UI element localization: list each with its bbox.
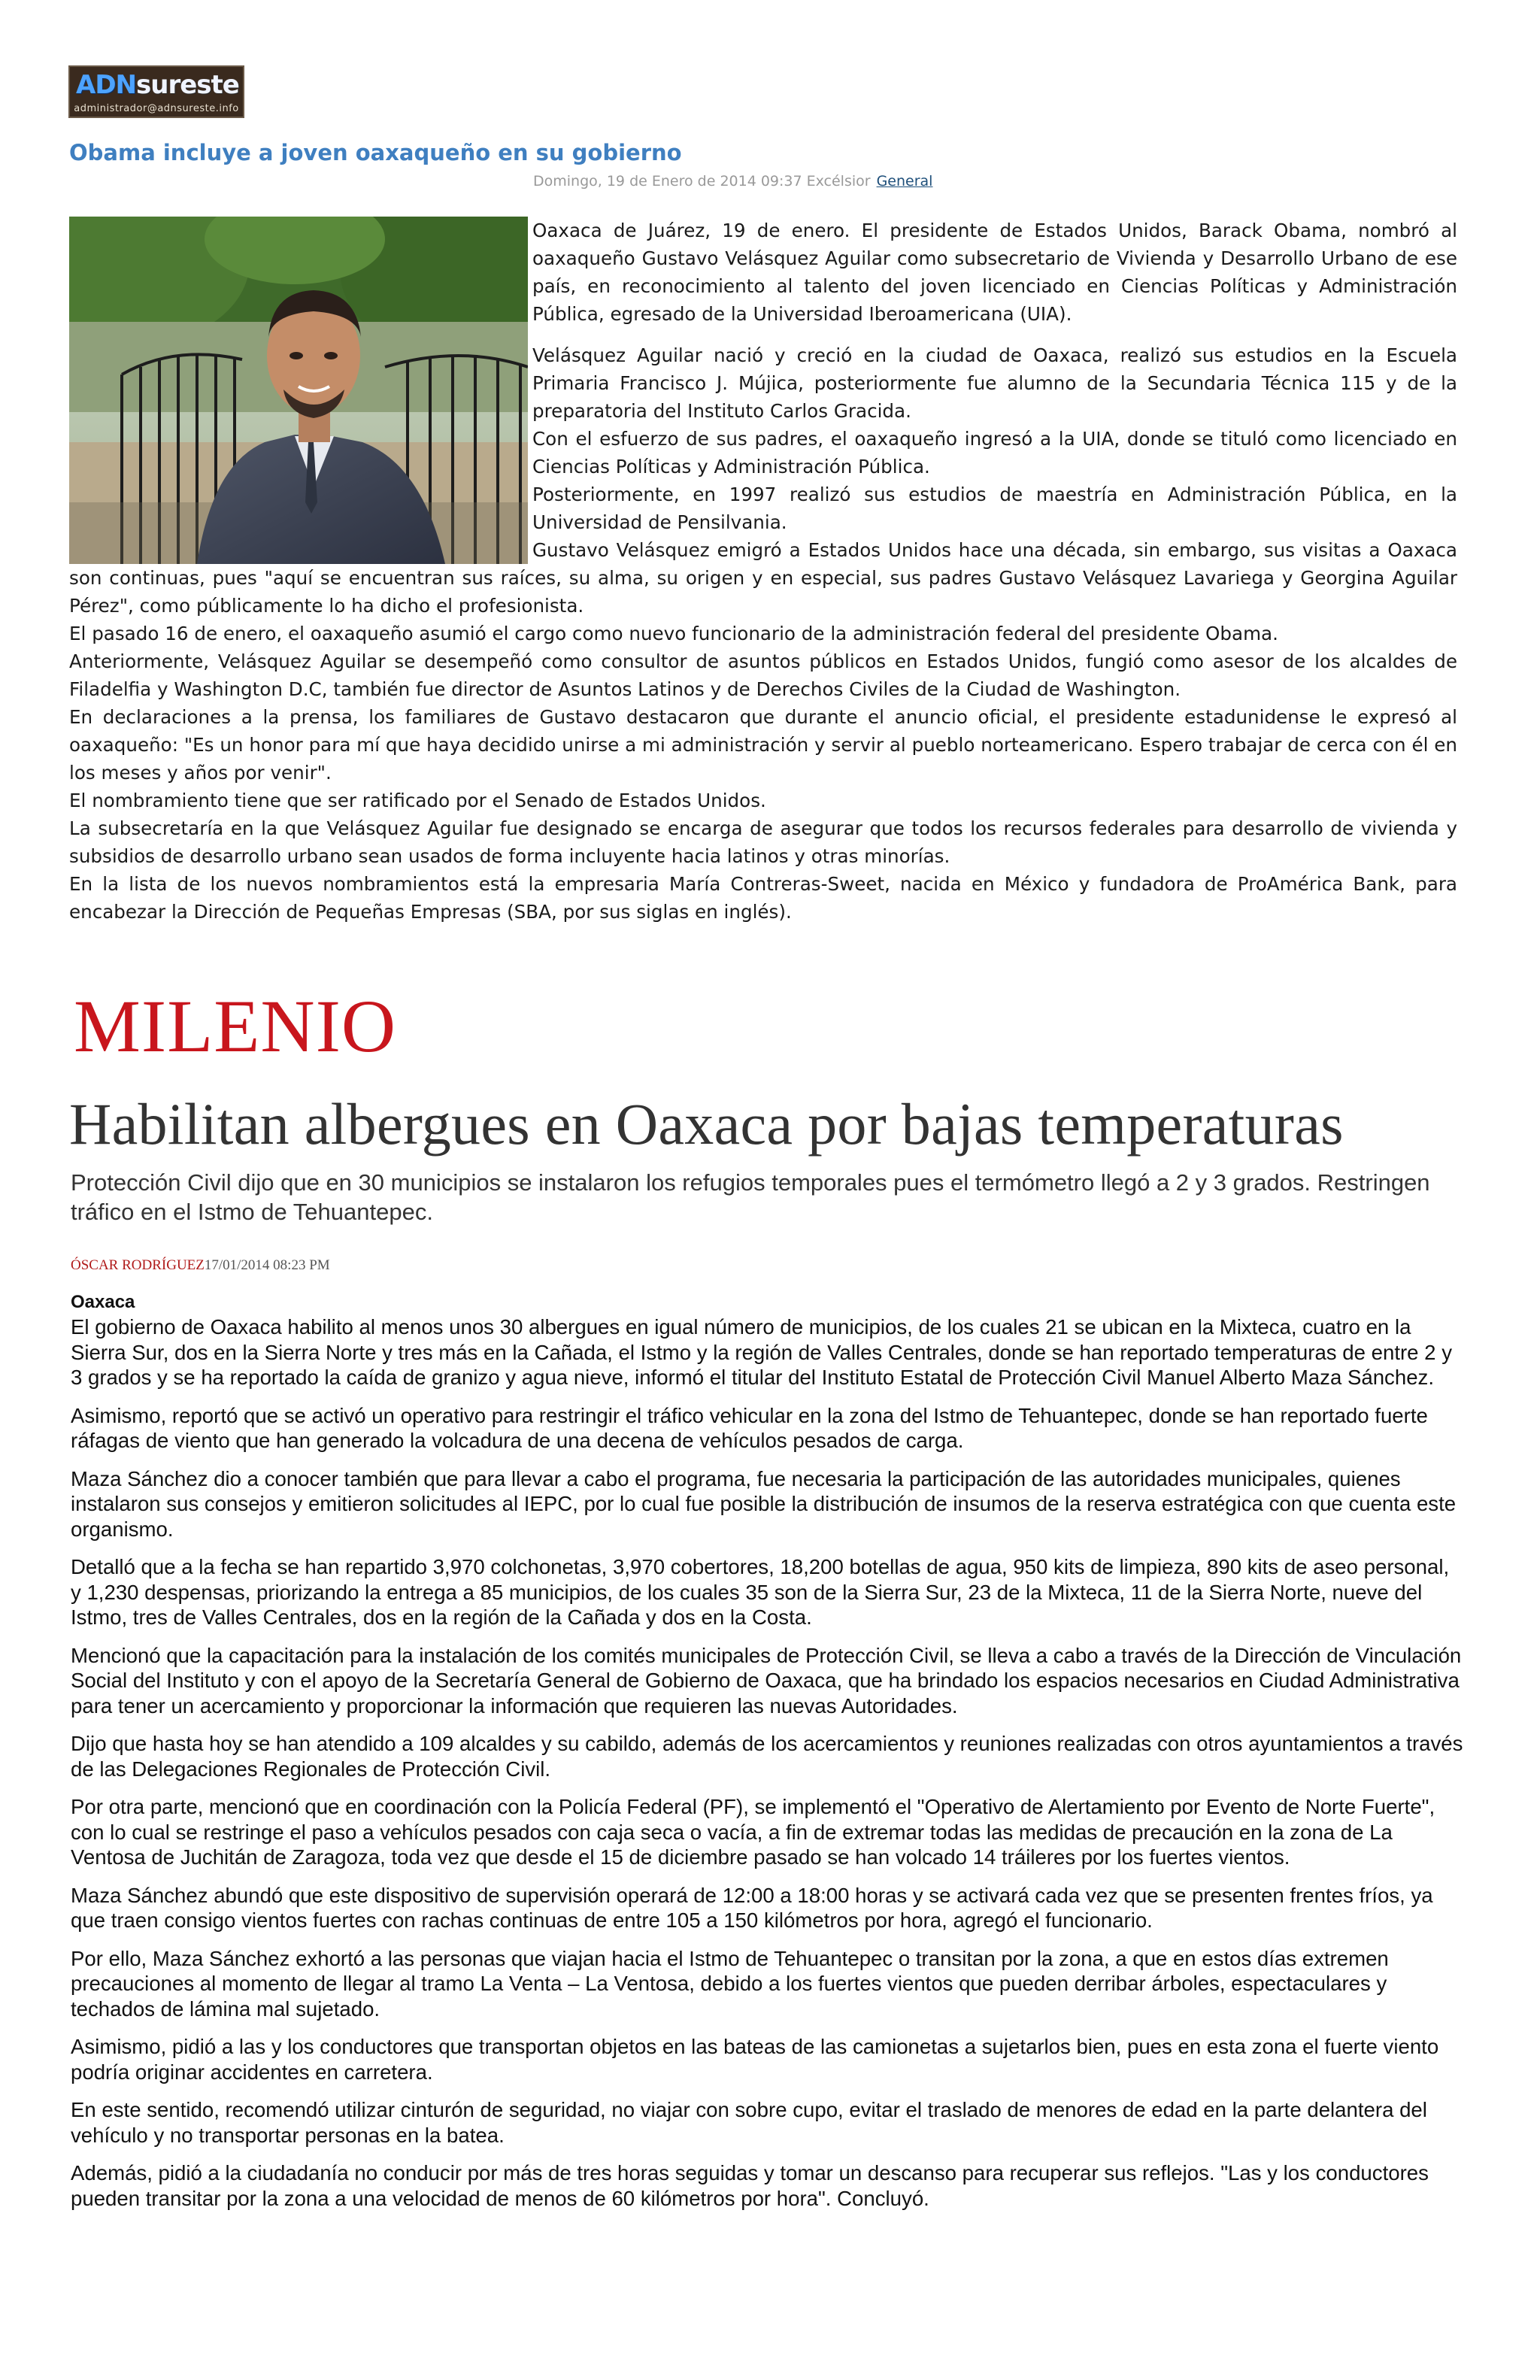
article-paragraph: El pasado 16 de enero, el oaxaqueño asumió el cargo como nuevo funcionario de la administración federal del presidente Obama. [69,623,1278,644]
milenio-logo-text: MILENIO [74,985,397,1068]
milenio-body [71,1292,1463,2224]
article-paragraph: Anteriormente, Velásquez Aguilar se desempeñó como consultor de asuntos públicos en Estados Unidos, fungió como asesor de los alcaldes de Filadelfia y Washington D.C, también fue director de Asuntos Latinos y de Derechos Civiles de la Ciudad de Washington. [69,650,1457,700]
milenio-logo [71,985,432,1068]
article-paragraph: Velásquez Aguilar nació y creció en la ciudad de Oaxaca, realizó sus estudios en la Escuela Primaria Francisco J. Mújica, posteriormente fue alumno de la Secundaria Técnica 115 y de la preparatoria del Instituto Carlos Gracida. [532,344,1457,422]
milenio-paragraph: Asimismo, pidió a las y los conductores que transportan objetos en las bateas de las camionetas a sujetarlos bien, pues en esta zona el fuerte viento podría originar accidentes en carretera. [71,2035,1439,2084]
milenio-paragraph: Maza Sánchez dio a conocer también que para llevar a cabo el programa, fue necesaria la participación de las autoridades municipales, quienes instalaron sus consejos y emitieron solicitudes al IEPC, por lo cual fue posible la distribución de insumos de la reserva estratégica con que cuenta este organismo. [71,1466,1457,1541]
adn-logo-wordmark: ADNsureste [76,70,239,100]
milenio-location: Oaxaca [71,1292,135,1312]
milenio-paragraph: Mencionó que la capacitación para la instalación de los comités municipales de Protección Civil, se lleva a cabo a través de la Dirección de Vinculación Social del Instituto y con el apoyo de la Secretaría General de Gobierno de Oaxaca, que ha brindado los espacios necesarios en Ciudad Administrativa para tener un acercamiento y proporcionar la información que requieren las nuevas Autoridades. [71,1643,1462,1718]
article-title: Obama incluye a joven oaxaqueño en su gobierno [69,140,682,165]
milenio-paragraph: Por ello, Maza Sánchez exhortó a las personas que viajan hacia el Istmo de Tehuantepec o transitan por la zona, a que en estos días extremen precauciones al momento de llegar al tramo La Venta – La Ventosa, debido a los fuertes vientos que pueden derribar árboles, espectaculares y techados de lámina mal sujetado. [71,1946,1389,2021]
milenio-paragraph: Además, pidió a la ciudadanía no conducir por más de tres horas seguidas y tomar un descanso para recuperar sus reflejos. "Las y los conductores pueden transitar por la zona a una velocidad de menos de 60 kilómetros por hora". Concluyó. [71,2161,1429,2210]
article-paragraph: Con el esfuerzo de sus padres, el oaxaqueño ingresó a la UIA, donde se tituló como licenciado en Ciencias Políticas y Administración Pública. [532,428,1457,478]
article-paragraph: En declaraciones a la prensa, los familiares de Gustavo destacaron que durante el anuncio oficial, el presidente estadunidense le expresó al oaxaqueño: "Es un honor para mí que haya decidido unirse a mi administración y servir al pueblo norteamericano. Espero trabajar de cerca con él en los meses y años por venir". [69,706,1457,784]
milenio-author[interactable]: ÓSCAR RODRÍGUEZ [71,1257,205,1273]
article-paragraph: El nombramiento tiene que ser ratificado por el Senado de Estados Unidos. [69,790,766,811]
article-category-link[interactable]: General [876,173,933,189]
article-paragraph: Gustavo Velásquez emigró a Estados Unidos hace una década, sin embargo, sus visitas a Oaxaca son continuas, pues "aquí se encuentran sus raíces, su alma, su origen y en especial, sus padres Gustavo Velásquez Lavariega y Georgina Aguilar Pérez", como públicamente lo ha dicho el profesionista. [69,539,1457,617]
milenio-paragraph: Dijo que hasta hoy se han atendido a 109 alcaldes y su cabildo, además de los acercamientos y reuniones realizadas con otros ayuntamientos a través de las Delegaciones Regionales de Protección Civil. [71,1732,1463,1781]
article-paragraph: La subsecretaría en la que Velásquez Aguilar fue designado se encarga de asegurar que todos los recursos federales para desarrollo de vivienda y subsidios de desarrollo urbano sean usados de forma incluyente hacia latinos y otras minorías. [69,817,1457,867]
milenio-paragraph: Por otra parte, mencionó que en coordinación con la Policía Federal (PF), se implementó el "Operativo de Alertamiento por Evento de Norte Fuerte", con lo cual se restringe el paso a vehículos pesados con caja seca o vacía, a fin de extremar todas las medidas de precaución en la zona de La Ventosa de Juchitán de Zaragoza, toda vez que desde el 15 de diciembre pasado se han volcado 14 tráileres por los fuertes vientos. [71,1795,1435,1869]
adn-sureste-logo [68,65,244,118]
article-body [69,217,1457,926]
article-date-source: Domingo, 19 de Enero de 2014 09:37 Excélsior [533,173,871,189]
article-meta [533,173,932,189]
milenio-paragraph: El gobierno de Oaxaca habilito al menos unos 30 albergues en igual número de municipios, de los cuales 21 se ubican en la Mixteca, cuatro en la Sierra Sur, dos en la Sierra Norte y tres más en la Cañada, el Istmo y la región de Valles Centrales, donde se han reportado temperaturas de entre 2 y 3 grados y se ha reportado la caída de granizo y agua nieve, informó el titular del Instituto Estatal de Protección Civil Manuel Alberto Maza Sánchez. [71,1315,1452,1389]
article-paragraph: Posteriormente, en 1997 realizó sus estudios de maestría en Administración Pública, en la Universidad de Pensilvania. [532,484,1457,533]
milenio-byline [71,1257,330,1274]
milenio-paragraph: En este sentido, recomendó utilizar cinturón de seguridad, no viajar con sobre cupo, evitar el traslado de menores de edad en la parte delantera del vehículo y no transportar personas en la batea. [71,2098,1427,2147]
article-paragraph: En la lista de los nuevos nombramientos está la empresaria María Contreras-Sweet, nacida en México y fundadora de ProAmérica Bank, para encabezar la Dirección de Pequeñas Empresas (SBA, por sus siglas en inglés). [69,873,1457,923]
milenio-headline: Habilitan albergues en Oaxaca por bajas temperaturas [69,1091,1344,1157]
milenio-paragraph: Maza Sánchez abundó que este dispositivo de supervisión operará de 12:00 a 18:00 horas y se activará cada vez que se presenten frentes fríos, ya que traen consigo vientos fuertes con rachas continuas de entre 105 a 150 kilómetros por hora, agregó el funcionario. [71,1883,1433,1932]
milenio-paragraph: Detalló que a la fecha se han repartido 3,970 colchonetas, 3,970 cobertores, 18,200 botellas de agua, 950 kits de limpieza, 890 kits de aseo personal, y 1,230 despensas, priorizando la entrega a 85 municipios, de los cuales 35 son de la Sierra Sur, 23 de la Mixteca, 11 de la Sierra Norte, nueve del Istmo, tres de Valles Centrales, dos en la región de la Cañada y dos en la Costa. [71,1555,1450,1629]
adn-logo-email: administrador@adnsureste.info [74,103,239,114]
article-paragraph: Oaxaca de Juárez, 19 de enero. El presidente de Estados Unidos, Barack Obama, nombró al oaxaqueño Gustavo Velásquez Aguilar como subsecretario de Vivienda y Desarrollo Urbano de ese país, en reconocimiento al talento del joven licenciado en Ciencias Políticas y Administración Pública, egresado de la Universidad Iberoamericana (UIA). [532,220,1457,325]
milenio-paragraph: Asimismo, reportó que se activó un operativo para restringir el tráfico vehicular en la zona del Istmo de Tehuantepec, donde se han reportado fuerte ráfagas de viento que han generado la volcadura de una decena de vehículos pesados de carga. [71,1403,1428,1452]
milenio-subheadline: Protección Civil dijo que en 30 municipios se instalaron los refugios temporales pues el termómetro llegó a 2 y 3 grados. Restringen tráfico en el Istmo de Tehuantepec. [71,1169,1430,1225]
milenio-datetime: 17/01/2014 08:23 PM [204,1257,330,1273]
